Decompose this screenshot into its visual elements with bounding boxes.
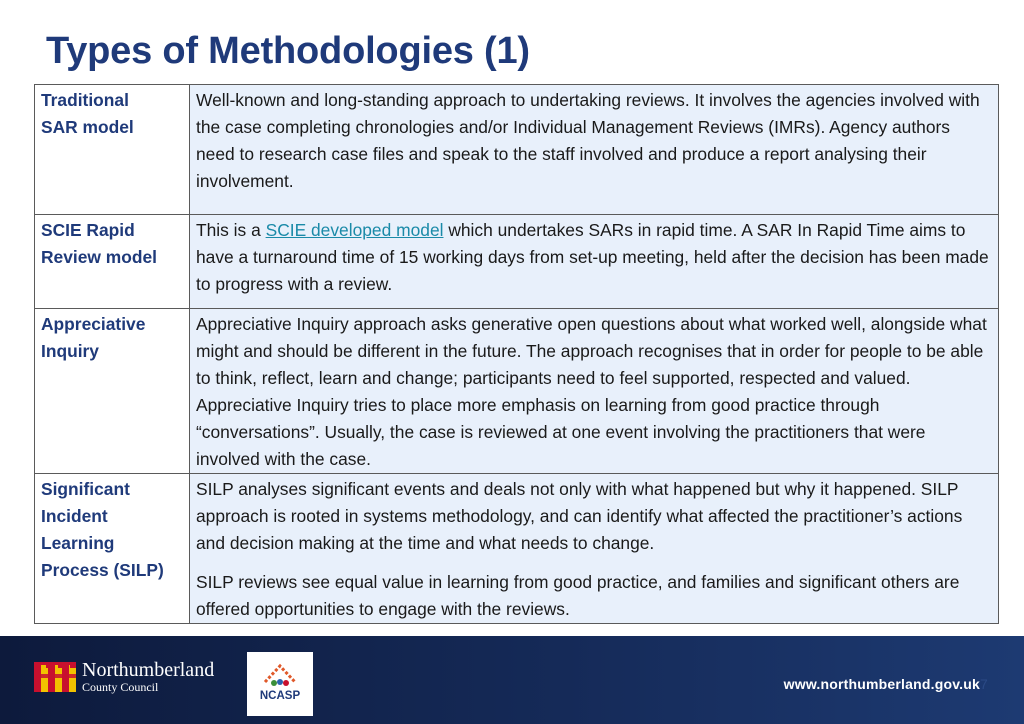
northumberland-council-logo[interactable] xyxy=(34,660,214,694)
row-description xyxy=(190,85,999,215)
row-description xyxy=(190,474,999,624)
label-line: Learning xyxy=(41,533,115,553)
row-label xyxy=(35,85,190,215)
label-line: Incident xyxy=(41,506,108,526)
northumberland-flag-icon xyxy=(34,662,76,692)
table-row-appreciative-inquiry xyxy=(35,309,999,474)
description-paragraph: Well-known and long-standing approach to undertaking reviews. It involves the agencies involved with the case completing chronologies and/or Individual Management Reviews (IMRs). Agency authors need to research case files and speak to the staff involved and produce a report analysing their involvement. xyxy=(196,90,980,191)
page-number: 7 xyxy=(980,676,988,692)
label-line: Inquiry xyxy=(41,341,99,361)
label-line: SCIE Rapid xyxy=(41,220,135,240)
website-url[interactable]: www.northumberland.gov.uk xyxy=(783,676,980,692)
scie-model-link[interactable]: SCIE developed model xyxy=(265,220,444,240)
label-line: Process (SILP) xyxy=(41,560,164,580)
council-name: Northumberland xyxy=(82,659,215,681)
row-description xyxy=(190,215,999,309)
table-row-scie-rapid xyxy=(35,215,999,309)
description-text: This is a xyxy=(196,220,266,240)
council-subtitle: County Council xyxy=(82,680,159,694)
ncasp-house-icon xyxy=(247,652,313,692)
description-paragraph: Appreciative Inquiry approach asks generative open questions about what worked well, alongside what might and should be different in the future. The approach recognises that in order for people to be able to think, reflect, learn and change; participants need to feel supported, respected and valued. Appreciative Inquiry tries to place more emphasis on learning from good practice through “conversations”. Usually, the case is reviewed at one event involving the practitioners that were involved with the case. xyxy=(196,314,987,469)
description-paragraph xyxy=(196,217,992,298)
label-line: Review model xyxy=(41,247,157,267)
row-label xyxy=(35,309,190,474)
website-link[interactable] xyxy=(784,676,988,692)
label-line: Traditional xyxy=(41,90,129,110)
description-text: which undertakes SARs in rapid time. A SAR In Rapid Time aims to have a turnaround time of 15 working days from set-up meeting, held after the decision has been made to progress with a review. xyxy=(196,220,989,294)
label-line: SAR model xyxy=(41,117,134,137)
page-title: Types of Methodologies (1) xyxy=(46,30,530,72)
ncasp-logo-text: NCASP xyxy=(259,690,301,702)
row-label xyxy=(35,215,190,309)
row-label xyxy=(35,474,190,624)
description-paragraph: SILP reviews see equal value in learning from good practice, and families and significant others are offered opportunities to engage with the reviews. xyxy=(196,572,960,619)
ncasp-logo[interactable] xyxy=(247,652,313,716)
label-line: Significant xyxy=(41,479,130,499)
footer-bar xyxy=(0,636,1024,724)
council-wordmark xyxy=(82,660,214,694)
methodologies-table xyxy=(34,84,999,624)
table-row-silp xyxy=(35,474,999,624)
description-paragraph: SILP analyses significant events and deals not only with what happened but why it happened. SILP approach is rooted in systems methodology, and can identify what affected the practitioner’s actions and decision making at the time and what needs to change. xyxy=(196,479,963,553)
row-description xyxy=(190,309,999,474)
table-row-traditional xyxy=(35,85,999,215)
label-line: Appreciative xyxy=(41,314,146,334)
